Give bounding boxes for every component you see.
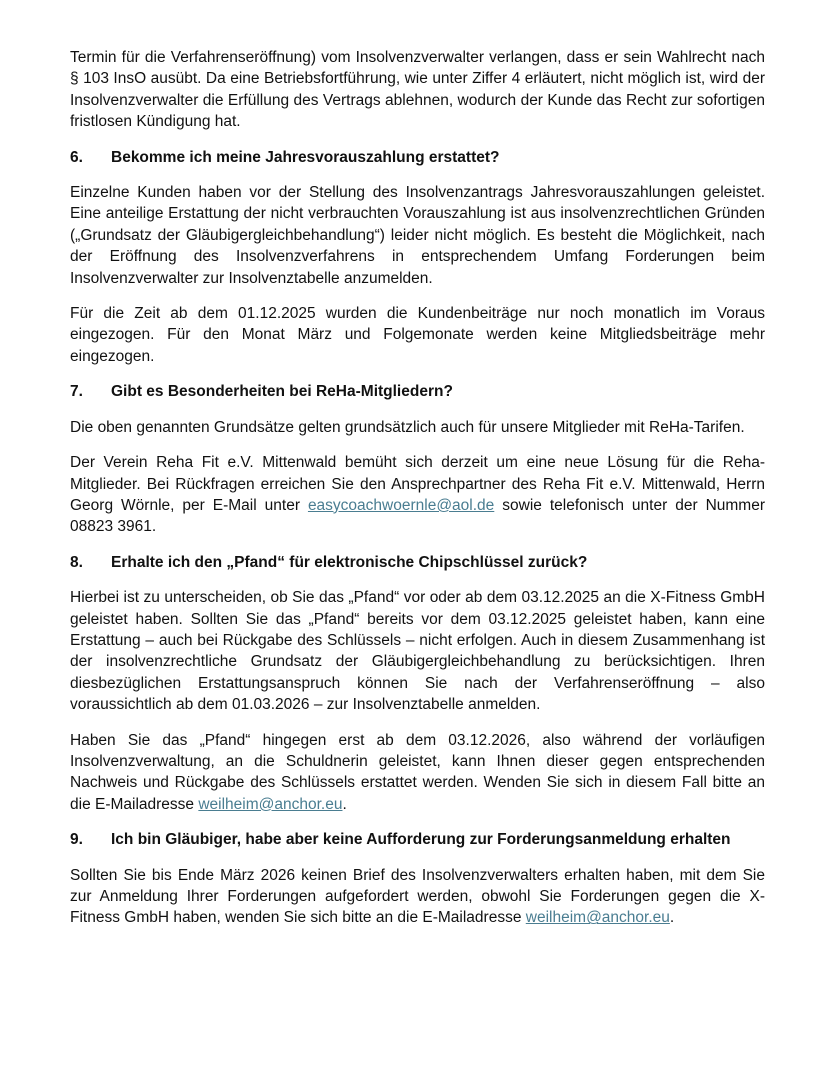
email-link-weilheim[interactable]: weilheim@anchor.eu	[198, 795, 343, 813]
section-7-heading	[70, 381, 765, 402]
section-8-title: Erhalte ich den „Pfand“ für elektronische Chipschlüssel zurück?	[111, 553, 588, 571]
paragraph-text: Sollten Sie bis Ende März 2026 keinen Brief des Insolvenzverwalters erhalten haben, mit dem Sie zur Anmeldung Ihrer Forderungen aufgefordert werden, obwohl Sie Forderungen gegen die X-Fitness GmbH haben, wenden Sie sich bitte an die E-Mailadresse	[70, 866, 765, 927]
paragraph-text: sowie telefonisch unter der Nummer 08823 3961.	[70, 496, 765, 536]
email-link-easycoachwoernle[interactable]: easycoachwoernle@aol.de	[307, 496, 495, 514]
paragraph-text: Haben Sie das „Pfand“ hingegen erst ab dem 03.12.2026, also während der vorläufigen Insolvenzverwaltung, an die Schuldnerin geleistet, kann Ihnen dieser gegen entsprechenden Nachweis und Rückgabe des Schlüssels erstattet werden. Wenden Sie sich in diesem Fall bitte an die E-Mailadresse	[70, 731, 765, 813]
section-6-paragraph-1: Einzelne Kunden haben vor der Stellung des Insolvenzantrags Jahresvorauszahlungen geleistet. Eine anteilige Erstattung der nicht verbrauchten Vorauszahlung ist aus insolvenzrechtlichen Gründen („Grundsatz der Gläubigergleichbehandlung“) leider nicht möglich. Es besteht die Möglichkeit, nach der Eröffnung des Insolvenzverfahrens in entsprechendem Umfang Forderungen beim Insolvenzverwalter zur Insolvenztabelle anzumelden.	[70, 184, 765, 287]
section-6-title: Bekomme ich meine Jahresvorauszahlung erstattet?	[111, 148, 500, 166]
section-8-heading	[70, 552, 765, 573]
paragraph-text: .	[669, 909, 675, 927]
email-link-weilheim[interactable]: weilheim@anchor.eu	[525, 909, 670, 927]
section-7-title: Gibt es Besonderheiten bei ReHa-Mitgliedern?	[111, 383, 453, 401]
section-6-heading	[70, 147, 765, 168]
section-7-paragraph-2	[70, 452, 765, 538]
section-9-number: 9.	[70, 831, 83, 849]
intro-paragraph: Termin für die Verfahrenseröffnung) vom Insolvenzverwalter verlangen, dass er sein Wahlrecht nach § 103 InsO ausübt. Da eine Betriebsfortführung, wie unter Ziffer 4 erläutert, nicht möglich ist, wird der Insolvenzverwalter die Erfüllung des Vertrags ablehnen, wodurch der Kunde das Recht zur sofortigen fristlosen Kündigung hat.	[70, 49, 765, 131]
paragraph-text: Der Verein Reha Fit e.V. Mittenwald bemüht sich derzeit um eine neue Lösung für die Reha-Mitglieder. Bei Rückfragen erreichen Sie den Ansprechpartner des Reha Fit e.V. Mittenwald, Herrn Georg Wörnle, per E-Mail unter	[70, 454, 765, 514]
section-6-paragraph-2: Für die Zeit ab dem 01.12.2025 wurden die Kundenbeiträge nur noch monatlich im Voraus eingezogen. Für den Monat März und Folgemonate werden keine Mitgliedsbeiträge mehr eingezogen.	[70, 305, 765, 365]
section-7-number: 7.	[70, 383, 83, 401]
section-9-paragraph-1	[70, 865, 765, 929]
section-9-heading	[70, 829, 765, 850]
section-8-paragraph-1: Hierbei ist zu unterscheiden, ob Sie das „Pfand“ vor oder ab dem 03.12.2025 an die X-Fitness GmbH geleistet haben. Sollten Sie das „Pfand“ bereits vor dem 03.12.2025 geleistet haben, kann eine Erstattung – auch bei Rückgabe des Schlüssels – nicht erfolgen. Auch in diesem Zusammenhang ist der insolvenzrechtliche Grundsatz der Gläubigergleichbehandlung zu berücksichtigen. Ihren diesbezüglichen Erstattungsanspruch können Sie nach der Verfahrenseröffnung – also voraussichtlich ab dem 01.03.2026 – zur Insolvenztabelle anmelden.	[70, 589, 765, 714]
section-8-paragraph-2	[70, 730, 765, 816]
section-7-paragraph-1: Die oben genannten Grundsätze gelten grundsätzlich auch für unsere Mitglieder mit ReHa-Tarifen.	[70, 418, 745, 436]
section-9-title: Ich bin Gläubiger, habe aber keine Aufforderung zur Forderungsanmeldung erhalten	[111, 831, 731, 849]
section-8-number: 8.	[70, 553, 83, 571]
paragraph-text: .	[342, 795, 347, 813]
section-6-number: 6.	[70, 148, 83, 166]
